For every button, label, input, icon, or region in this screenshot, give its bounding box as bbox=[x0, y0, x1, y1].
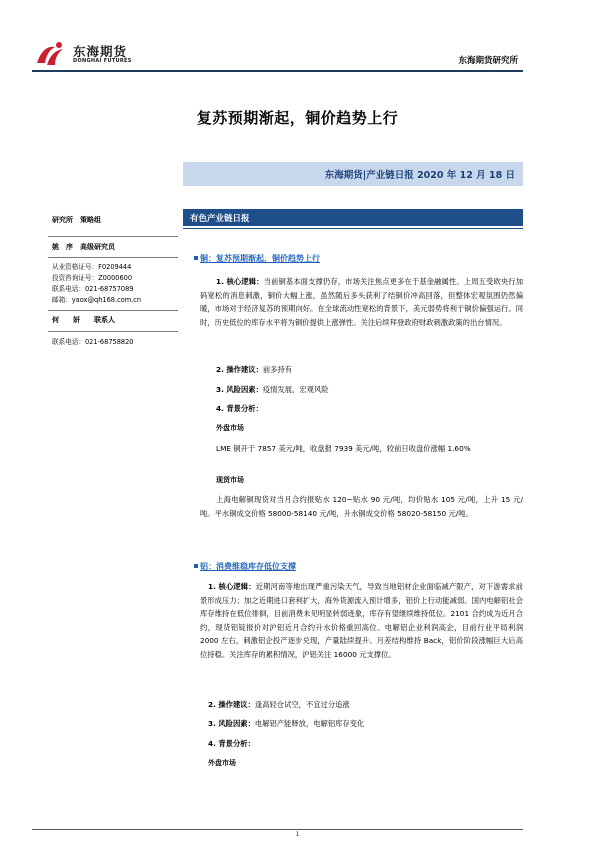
aluminum-external-label: 外盘市场 bbox=[208, 759, 236, 767]
copper-logic: 1. 核心逻辑：当前铜基本面支撑仍存，市场关注焦点更多在于基金融属性。上周五受欧央行加码宽松的消息刺激，铜价大幅上涨，虽然随后多头获利了结铜价冲高回落，但整体宏观氛围仍然偏暖，市场对于经济复苏的预期向好。在全球流动性宽松的背景下，美元弱势将利于铜价偏强运行。同时，历史低位的库存水平将为铜价提供上涨弹性。关注后续拜登政府财政刺激政策的出台情况。 bbox=[200, 277, 524, 327]
logo-text-cn: 东海期货 bbox=[73, 44, 128, 59]
copper-spot-text: 上海电解铜现货对当月合约报贴水 120~贴水 90 元/吨，均价贴水 105 元/吨，上升 15 元/吨。平水铜成交价格 58000-58140 元/吨，升水铜成交价格 58020-58150 元/吨。 bbox=[200, 495, 523, 518]
sidebar-team: 研究所 策略组 bbox=[52, 216, 101, 224]
report-banner-text: 东海期货|产业链日报 2020 年 12 月 18 日 bbox=[324, 170, 515, 181]
copper-spot-label: 现货市场 bbox=[216, 476, 244, 484]
aluminum-logic: 1. 核心逻辑：近期河南等地出现严重污染天气，导致当地铝材企业面临减产限产，对下游需求前景形成压力；加之近期进口套利扩大，海外货源流入预计增多，铝价上行动能减弱。国内电解铝社会库存维持在低位徘徊，目前消费未见明显转弱迹象，库存有望继续维持低位。2101 合约成为近月合约，现货铝锭报价对沪铝近月合约升水价格重回高位。电解铝企业利润高企，目前行业平局利润 2000 左右，刺激铝企投产逐步兑现，产量陆续提升。月差结构维持 Back，铝价阶段涨幅巨大后高位持稳。关注库存的累积情况，沪铝关注 16000 元支撑位。 bbox=[200, 582, 523, 659]
sidebar-divider bbox=[48, 236, 178, 237]
logo-mark-icon bbox=[33, 39, 69, 71]
sidebar-phone-2: 联系电话：021-68758820 bbox=[52, 338, 134, 346]
copper-background: 4. 背景分析： bbox=[216, 404, 263, 413]
sidebar-analyst-name: 姚 序 高级研究员 bbox=[52, 243, 115, 251]
copper-external-label: 外盘市场 bbox=[216, 424, 244, 432]
copper-heading: 铜：复苏预期渐起，铜价趋势上行 bbox=[194, 253, 320, 264]
page-number: 1 bbox=[295, 831, 300, 838]
copper-risk: 3. 风险因素：疫情发展、宏观风险 bbox=[216, 385, 329, 394]
footer-rule bbox=[32, 829, 523, 830]
company-logo bbox=[33, 39, 153, 71]
aluminum-advice: 2. 操作建议：逢高轻仓试空，不宜过分追涨 bbox=[208, 700, 350, 709]
sidebar-divider bbox=[48, 331, 178, 332]
sidebar-contact-name: 何 妍 联系人 bbox=[52, 316, 115, 324]
copper-external-text: LME 铜开于 7857 美元/吨，收盘报 7939 美元/吨，较前日收盘价涨幅 1.60% bbox=[216, 444, 471, 453]
document-title: 复苏预期渐起，铜价趋势上行 bbox=[196, 109, 399, 127]
sidebar-divider bbox=[48, 257, 178, 258]
bullet-square-icon bbox=[194, 564, 198, 568]
institute-name: 东海期货研究所 bbox=[458, 56, 518, 66]
section-rule bbox=[183, 228, 523, 229]
sidebar-email: 邮箱：yaox@qh168.com.cn bbox=[52, 296, 142, 304]
sidebar-phone: 联系电话：021-68757089 bbox=[52, 285, 134, 293]
sidebar-divider bbox=[48, 310, 178, 311]
header-rule bbox=[32, 70, 523, 72]
sidebar-cert: 从业资格证号：F0209444 bbox=[52, 263, 132, 271]
logo-text-en: DONGHAI FUTURES bbox=[73, 58, 132, 64]
aluminum-risk: 3. 风险因素：电解铝产能释放，电解铝库存变化 bbox=[208, 719, 365, 728]
aluminum-background: 4. 背景分析： bbox=[208, 739, 255, 748]
copper-advice: 2. 操作建议：前多持有 bbox=[216, 365, 293, 374]
bullet-square-icon bbox=[194, 256, 198, 260]
aluminum-heading: 铝：消费维稳库存低位支撑 bbox=[194, 561, 296, 572]
sidebar-consult: 投资咨询证号：Z0000600 bbox=[52, 274, 133, 282]
section-header: 有色产业链日报 bbox=[190, 214, 250, 224]
